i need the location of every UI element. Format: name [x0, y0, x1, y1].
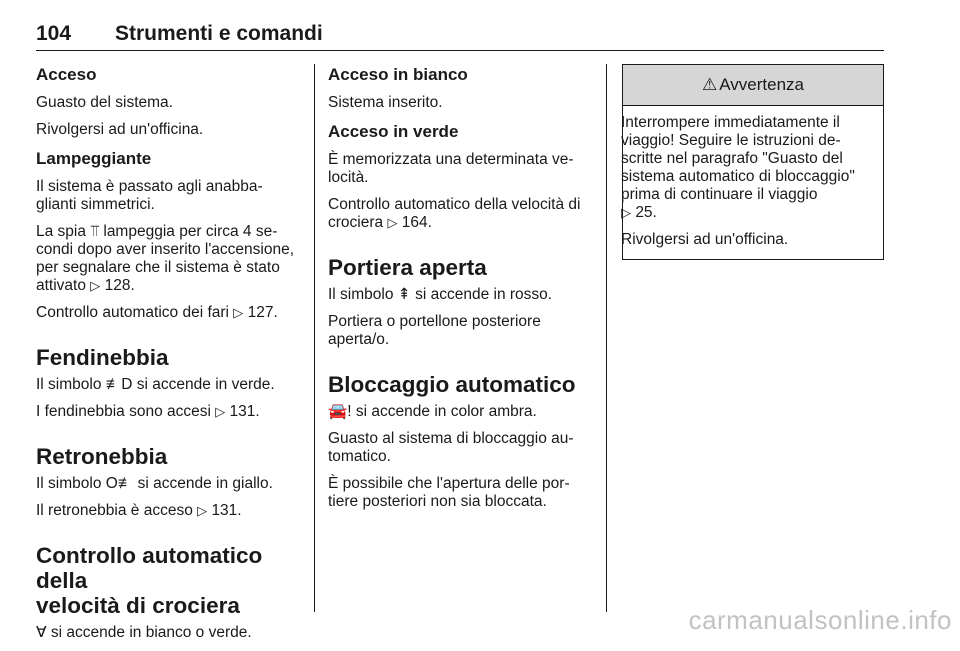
text-line: Controllo automatico della velocità di: [328, 196, 581, 213]
paragraph: [36, 223, 302, 295]
page-number: 104: [36, 22, 72, 45]
column-middle: [328, 64, 590, 520]
text-line: locità.: [328, 169, 369, 186]
page-reference[interactable]: 164.: [401, 214, 432, 231]
page-reference[interactable]: 128.: [104, 277, 135, 294]
heading-fendinebbia: Fendinebbia: [36, 345, 169, 370]
text-line: tiere posteriori non sia bloccata.: [328, 493, 547, 510]
column-divider: [606, 64, 607, 612]
heading-bloccaggio: Bloccaggio automatico: [328, 372, 576, 397]
paragraph: Sistema inserito.: [328, 94, 443, 111]
page-header: [36, 22, 884, 51]
headlight-leveling-icon: ⫪: [90, 223, 100, 240]
text-line: aperta/o.: [328, 331, 390, 348]
rear-fog-light-icon: O≢: [105, 475, 134, 492]
column-left: [36, 64, 302, 651]
paragraph: [328, 403, 590, 421]
paragraph: [36, 403, 302, 421]
page-ref-arrow-icon: ▷: [215, 404, 226, 419]
text-line: condi dopo aver inserito l'accensione,: [36, 241, 295, 258]
page-ref-arrow-icon: ▷: [197, 503, 208, 518]
warning-title: Avvertenza: [719, 75, 804, 94]
text-line: I fendinebbia sono accesi: [36, 403, 216, 420]
text-line: prima di continuare il viaggio: [621, 186, 818, 203]
text-line: tomatico.: [328, 448, 391, 465]
subheading-verde: Acceso in verde: [328, 122, 459, 141]
warning-header: [623, 65, 883, 106]
paragraph: Guasto del sistema.: [36, 94, 173, 111]
text-line: Il simbolo: [36, 376, 106, 393]
page-reference[interactable]: 131.: [211, 502, 242, 519]
chapter-title: Strumenti e comandi: [115, 22, 323, 45]
paragraph: [328, 286, 590, 304]
subheading-acceso: Acceso: [36, 65, 97, 84]
text-line: Portiera o portellone posteriore: [328, 313, 541, 330]
paragraph: [36, 376, 302, 394]
page-reference[interactable]: 25.: [635, 204, 657, 221]
text-line: Guasto al sistema di bloccaggio au-: [328, 430, 574, 447]
text-line: Il retronebbia è acceso: [36, 502, 198, 519]
text-line: La spia: [36, 223, 91, 240]
heading-retronebbia: Retronebbia: [36, 444, 168, 469]
text-line: È possibile che l'apertura delle por-: [328, 475, 570, 492]
paragraph: [36, 475, 302, 493]
warning-body: [623, 106, 883, 259]
text-line: Il simbolo: [328, 286, 398, 303]
paragraph: [36, 304, 302, 322]
text-line: per segnalare che il sistema è stato: [36, 259, 280, 276]
page-ref-arrow-icon: ▷: [90, 278, 101, 293]
text-line: Il sistema è passato agli anabba-: [36, 178, 263, 195]
text-line: si accende in verde.: [132, 376, 275, 393]
text-line: scritte nel paragrafo "Guasto del: [621, 150, 843, 167]
watermark: carmanualsonline.info: [688, 605, 952, 635]
paragraph: [36, 502, 302, 520]
text-line: si accende in giallo.: [133, 475, 273, 492]
text-line: viaggio! Seguire le istruzioni de-: [621, 132, 841, 149]
paragraph: Rivolgersi ad un'officina.: [621, 231, 789, 248]
paragraph: [328, 430, 590, 466]
text-line: lampeggia per circa 4 se-: [99, 223, 278, 240]
cruise-control-icon: Ɐ: [36, 624, 47, 641]
page-ref-arrow-icon: ▷: [387, 215, 398, 230]
page-ref-arrow-icon: ▷: [621, 205, 631, 220]
paragraph: [328, 313, 590, 349]
warning-icon: ⚠: [702, 75, 718, 94]
autolock-icon: 🚘!: [328, 403, 352, 420]
text-line: si accende in rosso.: [410, 286, 553, 303]
text-line: sistema automatico di bloccaggio": [621, 168, 855, 185]
paragraph: [36, 624, 302, 642]
front-fog-light-icon: ≢D: [105, 376, 133, 393]
column-right: [622, 64, 884, 260]
text-line: si accende in bianco o verde.: [46, 624, 252, 641]
text-line: Controllo automatico dei fari: [36, 304, 234, 321]
warning-box: [622, 64, 884, 260]
page-reference[interactable]: 131.: [229, 403, 260, 420]
paragraph: [328, 475, 590, 511]
heading-portiera-aperta: Portiera aperta: [328, 255, 487, 280]
paragraph: [328, 196, 590, 232]
text-line: crociera: [328, 214, 388, 231]
subheading-lampeggiante: Lampeggiante: [36, 149, 152, 168]
subheading-bianco: Acceso in bianco: [328, 65, 468, 84]
paragraph: [328, 151, 590, 187]
paragraph: [621, 114, 876, 222]
paragraph: Rivolgersi ad un'officina.: [36, 121, 204, 138]
paragraph: [36, 178, 302, 214]
text-line: si accende in color ambra.: [351, 403, 537, 420]
door-open-icon: ⇞: [397, 286, 411, 303]
text-line: Il simbolo: [36, 475, 106, 492]
page-ref-arrow-icon: ▷: [233, 305, 244, 320]
text-line: glianti simmetrici.: [36, 196, 155, 213]
page-reference[interactable]: 127.: [247, 304, 278, 321]
text-line: Interrompere immediatamente il: [621, 114, 840, 131]
text-line: È memorizzata una determinata ve-: [328, 151, 574, 168]
heading-cruise-control: [36, 543, 302, 618]
text-line: attivato: [36, 277, 91, 294]
column-divider: [314, 64, 315, 612]
heading-line: Controllo automatico della: [36, 543, 263, 593]
heading-line: velocità di crociera: [36, 593, 240, 618]
